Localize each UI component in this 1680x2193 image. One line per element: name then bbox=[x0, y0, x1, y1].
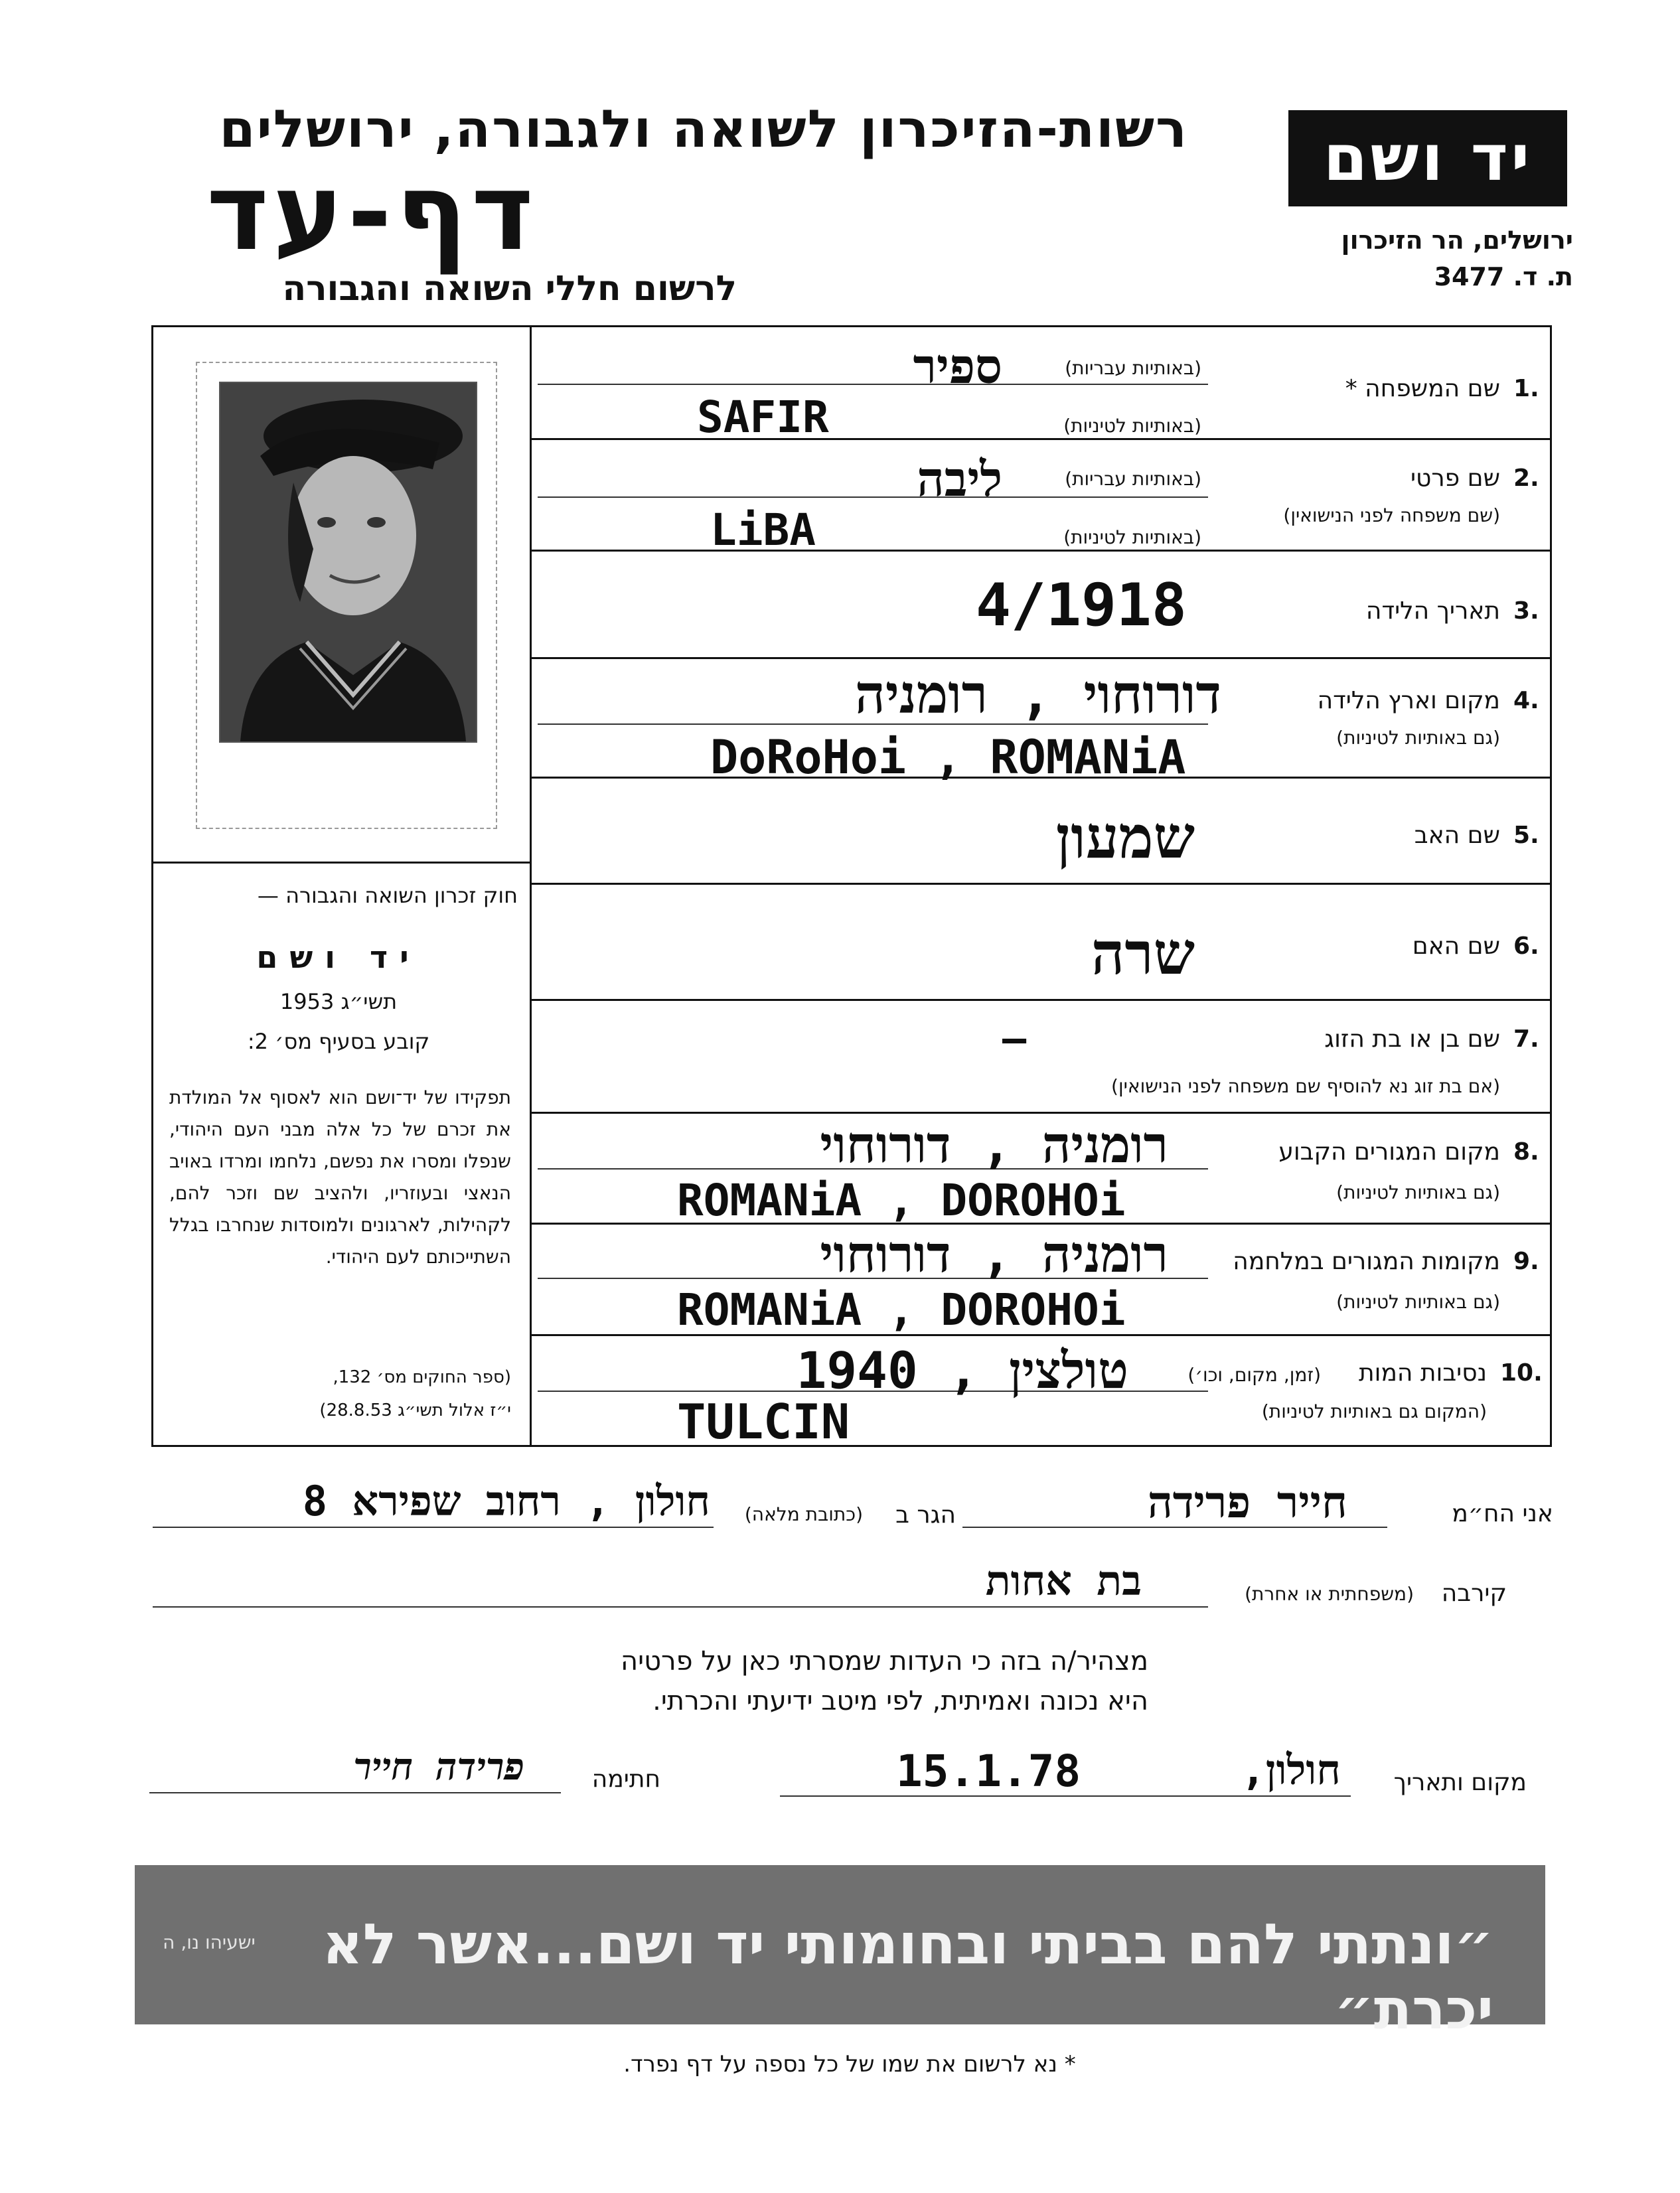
value-death-latin: TULCIN bbox=[677, 1394, 850, 1450]
entry-line bbox=[153, 1527, 714, 1528]
portrait-image bbox=[220, 383, 476, 741]
field-number: 1. bbox=[1513, 375, 1539, 402]
value-surname-hebrew: ספיר bbox=[913, 339, 1002, 394]
field-sublabel: (המקום גם באותיות לטיניות) bbox=[1261, 1400, 1487, 1422]
value-mother-name: שרה bbox=[1091, 919, 1195, 988]
relation-label: קירבה bbox=[1441, 1580, 1507, 1607]
field-label-first-name: שם פרטי bbox=[1410, 465, 1500, 492]
footnote: * נא לרשום את שמו של כל נספה על דף נפרד. bbox=[623, 2051, 1076, 2078]
declarant-name: חייר פרידה bbox=[1147, 1477, 1347, 1528]
value-wartime-residence-hebrew: רומניה , דורוחוי bbox=[820, 1225, 1168, 1284]
hint-latin: (באותיות לטיניות) bbox=[1063, 415, 1201, 437]
hint-latin: (באותיות לטיניות) bbox=[1063, 526, 1201, 548]
value-first-name-latin: LiBA bbox=[710, 504, 816, 556]
victim-photo bbox=[219, 382, 477, 743]
sidebar-yad-vashem: יד ושם bbox=[256, 939, 421, 975]
field-number: 8. bbox=[1513, 1138, 1539, 1166]
value-residence-latin: ROMANiA , DOROHOi bbox=[677, 1175, 1126, 1226]
law-reference: (ספר החוקים מס׳ 132, bbox=[333, 1367, 511, 1387]
field-label-spouse: שם בן או בת הזוג bbox=[1324, 1025, 1500, 1053]
value-surname-latin: SAFIR bbox=[697, 392, 829, 443]
signature-value: פרידה חייר bbox=[353, 1746, 524, 1789]
address: ירושלים, הר הזיכרון bbox=[1341, 226, 1573, 255]
field-number: 5. bbox=[1513, 822, 1539, 849]
resides-hint: (כתובת מלאה) bbox=[744, 1503, 863, 1525]
statement-line-2: היא נכונה ואמיתית, לפי מיטב ידיעתי והכרתי. bbox=[652, 1686, 1148, 1716]
hint-hebrew: (באותיות עבריות) bbox=[1065, 468, 1201, 490]
value-first-name-hebrew: ליבה bbox=[917, 451, 1002, 507]
value-birth-place-latin: DoRoHoi , ROMANiA bbox=[710, 730, 1186, 785]
form-title: דף-עד bbox=[206, 150, 538, 274]
value-birth-place-hebrew: דורוחוי , רומניה bbox=[854, 664, 1221, 725]
row-divider bbox=[531, 883, 1552, 885]
row-divider bbox=[531, 438, 1552, 440]
relation-hint: (משפחתית או אחרת) bbox=[1245, 1583, 1414, 1605]
field-number: 6. bbox=[1513, 933, 1539, 960]
field-label-mother-name: שם האם bbox=[1412, 933, 1500, 960]
value-residence-hebrew: רומניה , דורוחוי bbox=[820, 1115, 1168, 1174]
law-section: קובע בסעיף מס׳ 2: bbox=[247, 1029, 430, 1054]
field-label-father-name: שם האב bbox=[1414, 822, 1500, 849]
relation-value: בת אחות bbox=[985, 1556, 1142, 1605]
yad-vashem-logo: יד ושם bbox=[1291, 113, 1565, 204]
photo-divider bbox=[151, 862, 531, 864]
row-divider bbox=[531, 1112, 1552, 1114]
value-wartime-residence-latin: ROMANiA , DOROHOi bbox=[677, 1284, 1126, 1335]
field-number: 4. bbox=[1513, 687, 1539, 714]
place-value: חולון, bbox=[1241, 1746, 1341, 1794]
po-box: ת. ד. 3477 bbox=[1434, 262, 1573, 291]
column-divider bbox=[530, 325, 532, 1447]
resides-label: הגר ב bbox=[895, 1501, 956, 1529]
value-spouse: — bbox=[1002, 1016, 1027, 1062]
row-divider bbox=[531, 999, 1552, 1001]
field-number: 9. bbox=[1513, 1248, 1539, 1275]
banner-quote: ״ונתתי להם בביתי ובחומותי יד ושם...אשר לא יכרת״ bbox=[322, 1912, 1493, 2042]
field-sublabel: (שם משפחה לפני הנישואין) bbox=[1283, 504, 1500, 526]
date-value: 15.1.78 bbox=[896, 1746, 1081, 1797]
form-subtitle: לרשום חללי השואה והגבורה bbox=[282, 269, 737, 309]
value-father-name: שמעון bbox=[1055, 803, 1195, 871]
authority-title: רשות-הזיכרון לשואה ולגבורה, ירושלים bbox=[219, 100, 1188, 159]
field-sublabel: (גם באותיות לטיניות) bbox=[1336, 1181, 1500, 1203]
field-sublabel: (גם באותיות לטיניות) bbox=[1336, 727, 1500, 749]
banner-reference: ישעיהו נו, ה bbox=[163, 1931, 256, 1953]
law-title: חוק זכרון השואה והגבורה — bbox=[257, 883, 518, 908]
field-label-death: נסיבות המות bbox=[1359, 1359, 1487, 1387]
declarant-label: אני הח״מ bbox=[1452, 1500, 1553, 1527]
field-number: 3. bbox=[1513, 597, 1539, 625]
hint-hebrew: (באותיות עבריות) bbox=[1065, 357, 1201, 379]
value-birth-date: 4/1918 bbox=[976, 571, 1187, 639]
place-date-label: מקום ותאריך bbox=[1393, 1769, 1527, 1796]
declarant-address: חולון , רחוב שפירא 8 bbox=[302, 1477, 710, 1525]
field-label-birth-date: תאריך הלידה bbox=[1365, 597, 1500, 625]
field-number: 2. bbox=[1513, 465, 1539, 492]
field-label-surname: שם המשפחה * bbox=[1345, 375, 1500, 402]
law-year: תשי״ג 1953 bbox=[279, 989, 398, 1014]
field-label-wartime-residence: מקומות המגורים במלחמה bbox=[1233, 1248, 1500, 1275]
value-death-hebrew: טולצין , 1940 bbox=[796, 1341, 1128, 1400]
field-label-birth-place: מקום וארץ הלידה bbox=[1317, 687, 1500, 714]
signature-label: חתימה bbox=[591, 1766, 660, 1793]
field-sublabel: (גם באותיות לטיניות) bbox=[1336, 1291, 1500, 1313]
field-label-hint: (זמן, מקום, וכו׳) bbox=[1187, 1364, 1321, 1386]
law-reference-date: י״ז אלול תשי״ג 28.8.53) bbox=[319, 1400, 511, 1420]
field-number: 7. bbox=[1513, 1025, 1539, 1053]
field-number: 10. bbox=[1500, 1359, 1543, 1387]
statement-line-1: מצהיר/ה בזה כי העדות שמסרתי כאן על פרטיה bbox=[621, 1646, 1148, 1677]
field-label-residence: מקום המגורים הקבוע bbox=[1278, 1138, 1500, 1166]
row-divider bbox=[531, 657, 1552, 659]
field-sublabel: (אם בת זוג נא להוסיף שם משפחה לפני הנישואין) bbox=[1111, 1075, 1500, 1097]
signature-line bbox=[149, 1792, 561, 1793]
law-text: תפקידו של יד־ושם הוא לאסוף אל המולדת את זכרם של כל אלה מבני העם היהודי, שנפלו ומסרו את נפשם, נלחמו ומרדו באויב הנאצי ובעוזריו, ולהציב שם וזכר להם, לקהילות, לארגונים ולמוסדות שנחרבו בגלל השתייכותם לעם היהודי. bbox=[169, 1087, 511, 1268]
row-divider bbox=[531, 550, 1552, 552]
entry-line bbox=[153, 1606, 1208, 1608]
